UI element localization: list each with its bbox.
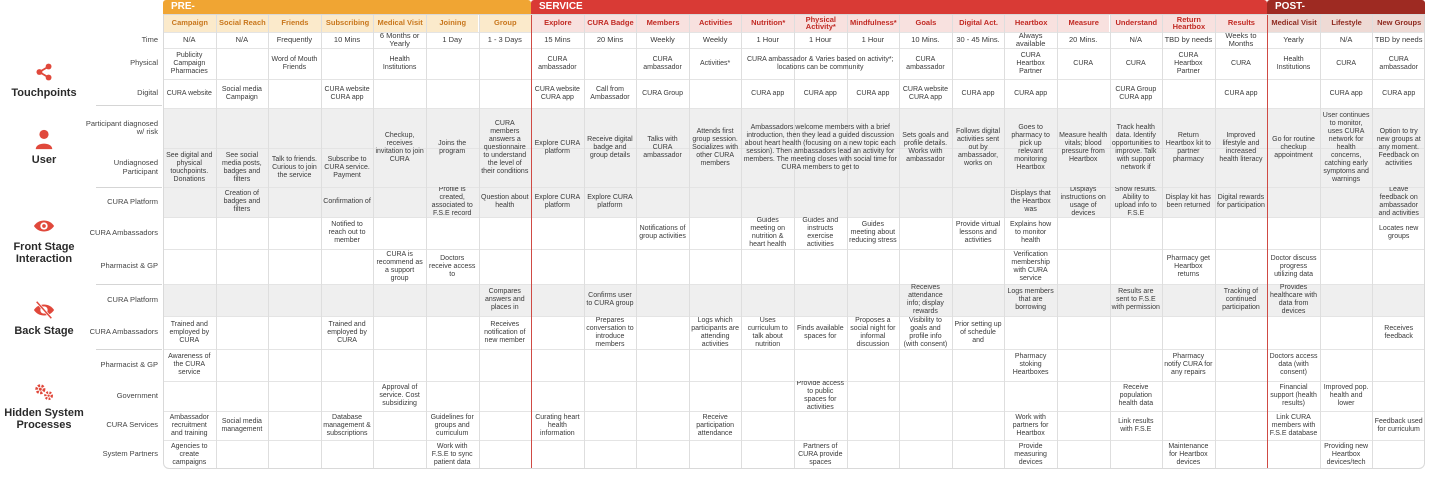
government-cell-c12: Provide access to public spaces for activities — [796, 381, 845, 411]
bs-ambassadors-cell-c8: Prepares conversation to introduce members — [586, 316, 634, 348]
bs-pharmacist-cell-c16: Pharmacy stoking Heartboxes — [1012, 353, 1049, 376]
row-label-undiagnosed: Undiagnosed Participant — [113, 158, 158, 176]
bs-platform-cell-c8: Confirms user to CURA group — [586, 292, 634, 307]
bs-platform-cell-c21: Provides healthcare with data from devices — [1269, 284, 1318, 315]
row-label-participant: Participant diagnosed w/ risk — [85, 118, 158, 136]
time-cell: 1 Day — [442, 35, 462, 44]
government-cell-c22: Improved pop. health and lower — [1323, 384, 1369, 407]
bs-ambassadors-cell-c23: Receives feedback — [1384, 324, 1414, 340]
share-nodes-icon — [33, 61, 55, 83]
undiagnosed-cell-c2: Talk to friends. Curious to join the service — [271, 155, 318, 179]
bs-ambassadors-cell-c13: Proposes a social night for informal discussion — [850, 316, 896, 348]
bs-platform-cell-c6: Compares answers and places in — [484, 288, 525, 311]
physical-cell-c21: Health Institutions — [1276, 55, 1311, 71]
row-label-bs-ambassadors: CURA Ambassadors — [89, 327, 158, 337]
digital-cell-c1: Social media Campaign — [221, 85, 262, 101]
government-cell-c18: Receive population health data — [1118, 384, 1154, 407]
partners-cell-c12: Partners of CURA provide spaces — [798, 442, 843, 466]
column-header-c14: Goals — [899, 14, 952, 32]
column-header-c11: Nutrition* — [741, 14, 794, 32]
physical-cell-c0: Publicity Campaign Pharmacies — [170, 51, 208, 75]
column-divider — [426, 14, 427, 469]
physical-cell-c2: Word of Mouth Friends — [271, 55, 318, 71]
time-cell: 1 Hour — [861, 35, 885, 44]
partners-cell-c16: Provide measuring devices — [1014, 442, 1047, 466]
government-cell-c21: Financial support (health results) — [1270, 384, 1317, 407]
time-cell: TBD by needs — [1164, 35, 1213, 44]
time-cell: N/A — [235, 35, 249, 44]
row-label-physical: Physical — [130, 58, 158, 68]
column-header-c17: Measure — [1057, 14, 1110, 32]
services-cell-c3: Database management & subscriptions — [323, 413, 371, 437]
physical-cell-c10: Activities* — [699, 59, 731, 67]
group-hidden-system — [0, 376, 88, 436]
fs-ambassadors-cell-c11: Guides meeting on nutrition & heart health — [749, 217, 787, 248]
row-label-bs-pharmacist: Pharmacist & GP — [100, 359, 158, 369]
fs-platform-cell-c8: Explore CURA platform — [587, 194, 633, 209]
row-label-fs-platform: CURA Platform — [107, 196, 158, 206]
digital-cell-c20: CURA app — [1224, 89, 1258, 97]
bs-pharmacist-cell-c21: Doctors access data (with consent) — [1269, 353, 1318, 376]
row-label-fs-ambassadors: CURA Ambassadors — [89, 227, 158, 237]
fs-platform-cell-c19: Display kit has been returned — [1165, 194, 1211, 209]
time-cell: Always available — [1015, 32, 1046, 48]
bs-platform-cell-c18: Results are sent to F.S.E with permission — [1111, 288, 1160, 311]
fs-platform-cell-c5: Profile is created, associated to F.S.E record — [431, 187, 473, 217]
blueprint-grid — [163, 0, 1425, 469]
fs-platform-cell-c6: Question about health — [481, 194, 529, 209]
group-touchpoints — [0, 60, 88, 100]
time-cell: Weeks to Months — [1225, 32, 1257, 48]
digital-cell-c15: CURA app — [961, 89, 995, 97]
physical-cell-c14: CURA ambassador — [906, 55, 945, 71]
row-label-partners: System Partners — [102, 449, 158, 459]
fs-platform-cell-c23: Leave feedback on ambassador and activities — [1378, 187, 1419, 217]
fs-ambassadors-cell-c3: Notified to reach out to member — [328, 221, 366, 244]
column-divider — [268, 14, 269, 469]
digital-cell-c23: CURA app — [1382, 89, 1416, 97]
column-divider — [689, 14, 690, 469]
services-cell-c23: Feedback used for curriculum — [1374, 417, 1423, 433]
fs-pharmacist-cell-c5: Doctors receive access to — [429, 254, 476, 278]
government-cell-c4: Approval of service. Cost subsidizing — [379, 384, 420, 407]
bs-pharmacist-cell-c19: Pharmacy notify CURA for any repairs — [1164, 353, 1213, 376]
column-header-c23: New Groups — [1372, 14, 1425, 32]
time-cell: 15 Mins — [544, 35, 571, 44]
fs-ambassadors-cell-c9: Notifications of group activities — [639, 225, 686, 240]
group-label: User — [31, 154, 57, 166]
time-cell: TBD by needs — [1374, 35, 1423, 44]
digital-cell-c3: CURA website CURA app — [324, 85, 370, 101]
fs-ambassadors-cell-c13: Guides meeting about reducing stress — [849, 221, 897, 244]
services-cell-c21: Link CURA members with F.S.E database — [1269, 413, 1318, 437]
undiagnosed-cell-c1: See social media posts, badges and filters — [222, 151, 262, 183]
time-cell: 10 Mins. — [911, 35, 940, 44]
column-header-c19: Return Heartbox — [1162, 14, 1215, 32]
physical-cell-c4: Health Institutions — [382, 55, 417, 71]
digital-cell-c16: CURA app — [1014, 89, 1048, 97]
eye-slash-icon — [33, 299, 55, 321]
gears-icon — [33, 381, 55, 403]
participant-cell-c18: Track health data. Identify opportunities to improve. Talk with support network if — [1111, 123, 1160, 171]
fs-platform-cell-c16: Displays that the Heartbox was — [1010, 190, 1051, 213]
row-label-time: Time — [141, 34, 158, 44]
column-header-c3: Subscribing — [321, 14, 374, 32]
fs-pharmacist-cell-c4: CURA is recommend as a support group — [376, 250, 423, 282]
digital-cell-c11: CURA app — [751, 89, 785, 97]
fs-platform-cell-c3: Confirmation of — [323, 198, 371, 205]
time-cell: N/A — [1129, 35, 1143, 44]
column-header-c12: Physical Activity* — [794, 14, 847, 32]
time-cell: Weekly — [702, 35, 728, 44]
participant-cell-c5: Joins the program — [438, 139, 467, 155]
column-divider — [479, 14, 480, 469]
fs-ambassadors-cell-c12: Guides and instructs exercise activities — [802, 217, 839, 248]
partners-cell-c0: Agencies to create campaigns — [170, 442, 208, 466]
column-header-c0: Campaign — [163, 14, 216, 32]
participant-cell-c17: Measure health vitals; blood pressure from Heartbox — [1059, 131, 1108, 163]
partners-cell-c19: Maintenance for Heartbox devices — [1168, 442, 1209, 466]
partners-cell-c22: Providing new Heartbox devices/tech — [1324, 442, 1369, 466]
partners-cell-c5: Work with F.S.E to sync patient data — [431, 442, 473, 466]
digital-cell-c13: CURA app — [856, 89, 890, 97]
physical-cell-c9: CURA ambassador — [643, 55, 682, 71]
digital-cell-c22: CURA app — [1329, 89, 1363, 97]
column-header-c8: CURA Badge — [584, 14, 637, 32]
bs-ambassadors-cell-c3: Trained and employed by CURA — [327, 320, 367, 344]
fs-ambassadors-cell-c16: Explains how to monitor health — [1009, 221, 1052, 244]
group-label: Back Stage — [14, 325, 74, 337]
fs-platform-cell-c1: Creation of badges and filters — [223, 190, 261, 213]
physical-cell-c17: CURA — [1073, 59, 1094, 67]
physical-cell-c7: CURA ambassador — [538, 55, 577, 71]
participant-cell-c10: Attends first group session. Socializes with other CURA members — [692, 127, 739, 167]
column-header-c5: Joining — [426, 14, 479, 32]
column-header-c2: Friends — [268, 14, 321, 32]
column-header-c13: Mindfulness* — [847, 14, 900, 32]
fs-pharmacist-cell-c19: Pharmacy get Heartbox returns — [1166, 254, 1210, 278]
time-cell: N/A — [1339, 35, 1353, 44]
time-cell: Frequently — [276, 35, 313, 44]
participant-cell-c8: Receive digital badge and group details — [587, 135, 633, 159]
physical-cell-c20: CURA — [1231, 59, 1251, 67]
bs-ambassadors-cell-c10: Logs which participants are attending activities — [691, 316, 740, 348]
column-header-c7: Explore — [531, 14, 584, 32]
fs-platform-cell-c7: Explore CURA platform — [534, 194, 581, 209]
column-header-c16: Heartbox — [1004, 14, 1057, 32]
fs-ambassadors-cell-c23: Locates new groups — [1379, 225, 1419, 240]
group-label: Hidden System Processes — [4, 407, 84, 431]
bs-ambassadors-cell-c0: Trained and employed by CURA — [169, 320, 210, 344]
digital-cell-c14: CURA website CURA app — [902, 85, 949, 101]
row-label-digital: Digital — [137, 88, 158, 98]
services-cell-c16: Work with partners for Heartbox — [1012, 413, 1049, 437]
column-header-c15: Digital Act. — [952, 14, 1005, 32]
group-back-stage — [0, 294, 88, 342]
group-front-stage — [0, 212, 88, 268]
phase-service-header: SERVICE — [531, 0, 1267, 14]
bs-ambassadors-cell-c14: Visibility to goals and profile info (with consent) — [903, 316, 948, 348]
time-cell: 6 Months or Yearly — [379, 32, 420, 48]
row-label-bs-platform: CURA Platform — [107, 294, 158, 304]
column-header-c1: Social Reach — [216, 14, 269, 32]
undiagnosed-cell-c0: See digital and physical touchpoints. Donations — [166, 151, 213, 183]
services-cell-c10: Receive participation attendance — [696, 413, 734, 437]
row-label-services: CURA Services — [106, 420, 158, 430]
physical-cell-c23: CURA ambassador — [1379, 55, 1418, 71]
bs-platform-cell-c14: Receives attendance info; display rewards — [906, 284, 944, 315]
fs-platform-cell-c17: Displays instructions on usage of devices — [1060, 187, 1106, 217]
row-label-fs-pharmacist: Pharmacist & GP — [100, 261, 158, 271]
column-header-c20: Results — [1215, 14, 1268, 32]
group-label: Front Stage Interaction — [13, 241, 75, 265]
physical-cell-c18: CURA — [1125, 59, 1146, 67]
time-cell: N/A — [183, 35, 196, 44]
eye-icon — [33, 215, 55, 237]
participant-cell-c16: Goes to pharmacy to pick up relevant monitoring Heartbox — [1011, 123, 1050, 171]
time-cell: 20 Mins — [596, 35, 624, 44]
fs-platform-cell-c18: Show results. Ability to upload info to F.S.E — [1114, 187, 1157, 217]
participant-cell-c6: CURA members answers a questionnaire to understand the level of their conditions — [481, 119, 529, 175]
bs-pharmacist-cell-c0: Awareness of the CURA service — [168, 353, 211, 376]
bs-ambassadors-cell-c11: Uses curriculum to talk about nutrition — [747, 316, 788, 348]
physical-cell-c16: CURA Heartbox Partner — [1016, 51, 1045, 75]
time-cell: Weekly — [650, 35, 675, 44]
time-cell: 1 Hour — [809, 35, 832, 44]
digital-cell-c0: CURA website — [166, 89, 212, 97]
participant-cell-c14: Sets goals and profile details. Works with ambassador — [902, 131, 949, 163]
group-label: Touchpoints — [11, 87, 77, 99]
time-cell: 20 Mins. — [1069, 35, 1098, 44]
services-cell-c0: Ambassador recruitment and training — [169, 413, 209, 437]
column-header-c22: Lifestyle — [1320, 14, 1373, 32]
participant-cell-c23: Option to try new groups at any moment. Feedback on activities — [1376, 127, 1421, 167]
column-header-c4: Medical Visit — [373, 14, 426, 32]
bs-platform-cell-c20: Tracking of continued participation — [1222, 288, 1260, 311]
digital-cell-c18: CURA Group CURA app — [1115, 85, 1157, 101]
column-header-c6: Group — [479, 14, 532, 32]
participant-cell-c7: Explore CURA platform — [534, 139, 581, 155]
digital-cell-c8: Call from Ambassador — [590, 85, 630, 101]
column-divider — [1057, 14, 1058, 469]
physical-cell-c19: CURA Heartbox Partner — [1174, 51, 1203, 75]
time-cell: 30 - 45 Mins. — [956, 35, 1000, 44]
participant-cell-c19: Return Heartbox kit to partner pharmacy — [1165, 131, 1211, 163]
participant-cell-c20: Improved lifestyle and increased health literacy — [1219, 131, 1263, 163]
bs-ambassadors-cell-c6: Receives notification of new member — [484, 320, 526, 344]
time-cell: Yearly — [1283, 35, 1304, 44]
column-header-c21: Medical Visit — [1267, 14, 1320, 32]
digital-cell-c7: CURA website CURA app — [534, 85, 580, 101]
digital-cell-c12: CURA app — [803, 89, 837, 97]
user-icon — [33, 128, 55, 150]
physical-cell-c22: CURA — [1336, 59, 1357, 67]
participant-cell-c21: Go for routine checkup appointment — [1272, 135, 1315, 159]
participant-cell-c11: Ambassadors welcome members with a brief introduction, then they lead a guided discussion about heart health (focusing on a new topic each session). Then ambassadors lead an activity for members. The meeting closes with social time for CURA members to get to — [743, 123, 897, 171]
column-header-c18: Understand — [1110, 14, 1163, 32]
services-cell-c5: Guidelines for groups and curriculum — [430, 413, 474, 437]
bs-ambassadors-cell-c12: Finds available spaces for — [796, 324, 844, 340]
phase-pre-header: PRE- — [163, 0, 531, 14]
physical-cell-c11: CURA ambassador & Varies based on activity*; locations can be community — [747, 55, 894, 71]
fs-ambassadors-cell-c15: Provide virtual lessons and activities — [955, 221, 1001, 244]
bs-ambassadors-cell-c15: Prior setting up of schedule and — [954, 320, 1002, 344]
fs-platform-cell-c20: Digital rewards for participation — [1217, 194, 1265, 209]
time-cell: 1 Hour — [756, 35, 779, 44]
time-cell: 10 Mins — [333, 35, 361, 44]
bs-platform-cell-c16: Logs members that are borrowing — [1007, 288, 1054, 311]
participant-cell-c4: Checkup, receives invitation to join CURA — [375, 131, 424, 163]
undiagnosed-cell-c3: Subscribe to CURA service. Payment — [324, 155, 370, 179]
column-header-c9: Members — [636, 14, 689, 32]
phase-post-header: POST- — [1267, 0, 1425, 14]
fs-pharmacist-cell-c21: Doctor discuss progress utilizing data — [1270, 254, 1317, 278]
row-label-panel — [0, 0, 163, 477]
column-divider — [1162, 14, 1163, 469]
services-cell-c7: Curating heart health information — [535, 413, 580, 437]
row-label-government: Government — [116, 390, 158, 400]
time-cell: 1 - 3 Days — [487, 35, 522, 44]
digital-cell-c9: CURA Group — [642, 89, 683, 97]
fs-pharmacist-cell-c16: Verification membership with CURA service — [1011, 250, 1050, 282]
services-cell-c1: Social media management — [221, 417, 263, 433]
services-cell-c18: Link results with F.S.E — [1118, 417, 1154, 433]
participant-cell-c22: User continues to monitor, uses CURA network for health concerns, catching early symptoms and warnings — [1322, 111, 1370, 183]
column-header-c10: Activities — [689, 14, 742, 32]
participant-cell-c9: Talks with CURA ambassador — [643, 135, 682, 159]
participant-cell-c15: Follows digital activities sent out by ambassador, works on — [956, 127, 1001, 167]
group-user — [0, 127, 88, 167]
